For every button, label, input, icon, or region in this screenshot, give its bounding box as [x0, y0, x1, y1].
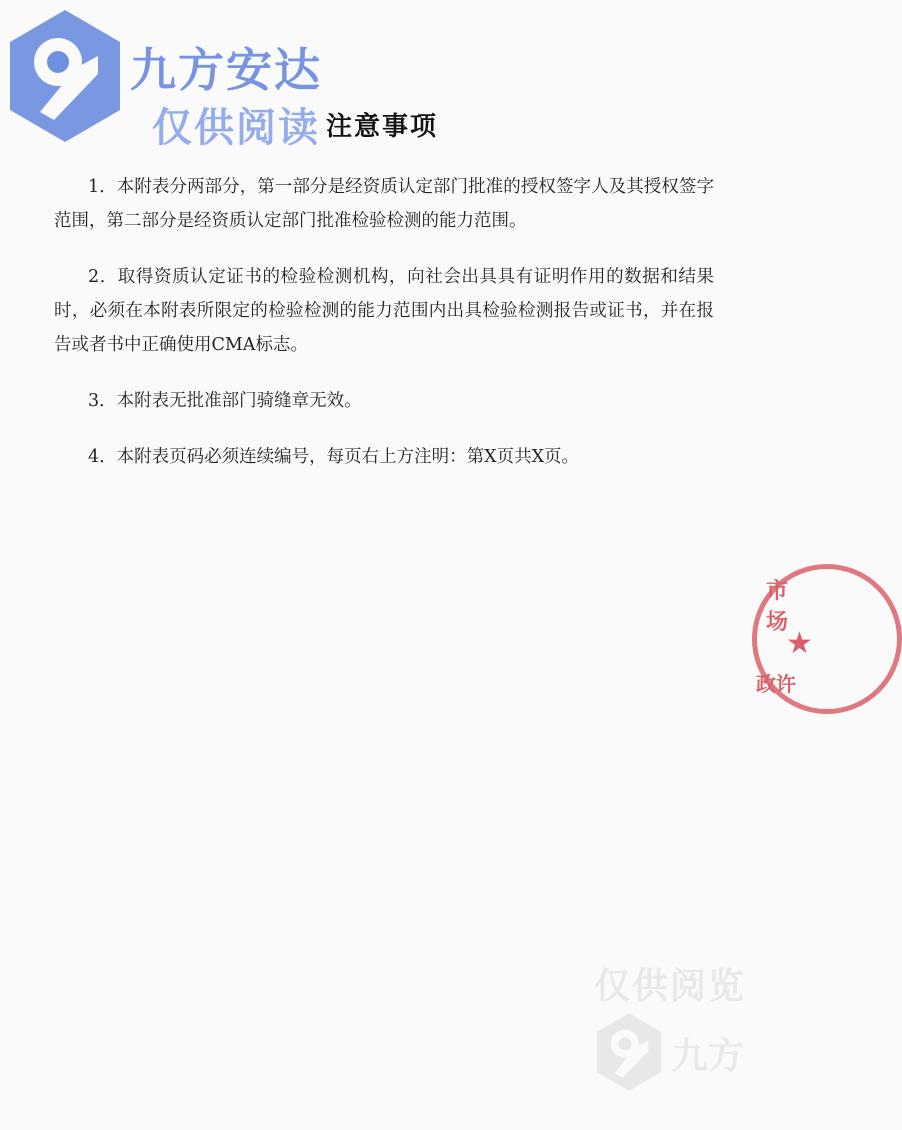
watermark-bottom-brand: 九方	[672, 1036, 745, 1077]
note-item: 3．本附表无批准部门骑缝章无效。	[88, 391, 362, 411]
watermark-bottom	[590, 950, 790, 1090]
watermark-bottom-note: 仅供阅览	[594, 966, 747, 1007]
watermark-top	[6, 8, 366, 151]
note-item: 1．本附表分两部分，第一部分是经资质认定部门批准的授权签字人及其授权签字范围，第二部分是经资质认定部门批准检验检测的能力范围。	[54, 177, 714, 231]
stamp-text-top: 市场	[766, 578, 789, 635]
official-stamp	[752, 556, 813, 726]
brand-logo-faint-icon	[594, 1012, 664, 1092]
note-item: 2．取得资质认定证书的检验检测机构，向社会出具具有证明作用的数据和结果时，必须在本附表所限定的检验检测的能力范围内出具检验检测报告或证书，并在报告或者书中正确使用CMA标志。	[54, 267, 714, 355]
stamp-star-icon: ★	[786, 626, 813, 661]
stamp-text-bottom: 政许	[756, 672, 796, 696]
brand-logo-icon	[6, 8, 124, 144]
notes-list	[54, 170, 714, 496]
watermark-note: 仅供阅读	[152, 105, 320, 151]
page-title: 注意事项	[326, 112, 439, 142]
note-item: 4．本附表页码必须连续编号，每页右上方注明：第X页共X页。	[88, 447, 580, 467]
watermark-brand: 九方安达	[130, 43, 322, 97]
